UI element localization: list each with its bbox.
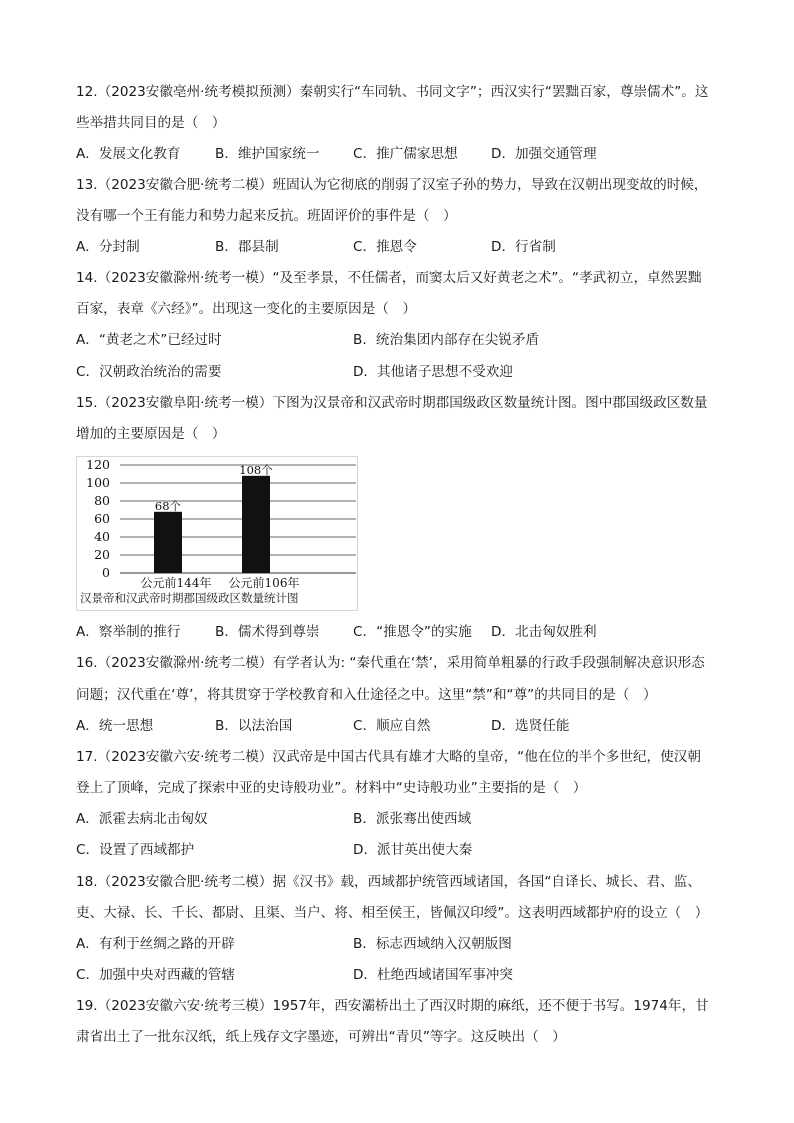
question-12-line-1: 12.（2023安徽亳州·统考模拟预测）秦朝实行“车同轨、书同文字”；西汉实行“罢黜百家，尊崇儒术”。这 [76,84,709,100]
question-16-option-c: C．顺应自然 [353,718,431,734]
question-16-line-1: 16.（2023安徽滁州·统考二模）有学者认为: “秦代重在‘禁’，采用简单粗暴的行政手段强制解决意识形态 [76,655,705,671]
bar-chart [76,456,358,611]
question-15-option-c: C．“推恩令”的实施 [353,624,472,640]
question-12-option-c: C．推广儒家思想 [353,146,458,162]
question-17-option-d: D．派甘英出使大秦 [353,842,473,858]
x-tick-label: 公元前106年 [228,576,300,590]
y-tick-label: 60 [94,511,110,526]
y-tick-label: 100 [86,475,110,490]
bar-data-label: 108个 [239,462,273,477]
question-16-option-d: D．选贤任能 [491,718,570,734]
question-14-line-1: 14.（2023安徽滁州·统考一模）“及至孝景，不任儒者，而窦太后又好黄老之术”。“孝武初立，卓然罢黜 [76,270,702,286]
chart-caption: 汉景帝和汉武帝时期郡国级政区数量统计图 [80,591,299,605]
question-13-option-b: B．郡县制 [215,239,279,255]
chart-frame [77,457,358,611]
question-17-option-a: A．派霍去病北击匈奴 [76,811,208,827]
question-12-option-b: B．维护国家统一 [215,146,320,162]
question-14-line-2: 百家，表章《六经》”。出现这一变化的主要原因是（ ） [76,301,417,317]
question-14-option-b: B．统治集团内部存在尖锐矛盾 [353,332,540,348]
y-tick-label: 80 [94,493,110,508]
bar-chart-svg [76,456,358,611]
question-17-line-1: 17.（2023安徽六安·统考二模）汉武帝是中国古代具有雄才大略的皇帝，“他在位的半个多世纪，使汉朝 [76,749,701,765]
bar [154,512,182,573]
question-13-option-a: A．分封制 [76,239,140,255]
y-tick-label: 40 [94,529,110,544]
question-18-option-b: B．标志西域纳入汉朝版图 [353,936,512,952]
question-14-option-d: D．其他诸子思想不受欢迎 [353,364,513,380]
question-17-line-2: 登上了顶峰，完成了探索中亚的史诗般功业”。材料中“史诗般功业”主要指的是（ ） [76,780,587,796]
question-12-option-d: D．加强交通管理 [491,146,597,162]
question-15-option-b: B．儒术得到尊崇 [215,624,320,640]
question-16-option-a: A．统一思想 [76,718,154,734]
question-15-line-1: 15.（2023安徽阜阳·统考一模）下图为汉景帝和汉武帝时期郡国级政区数量统计图。图中郡国级政区数量 [76,395,708,411]
question-18-option-a: A．有利于丝绸之路的开辟 [76,936,235,952]
y-tick-label: 20 [94,547,110,562]
question-12-line-2: 些举措共同目的是（ ） [76,115,226,131]
question-19-line-1: 19.（2023安徽六安·统考三模）1957年，西安灞桥出土了西汉时期的麻纸，还不便于书写。1974年，甘 [76,998,709,1014]
question-13-line-1: 13.（2023安徽合肥·统考二模）班固认为它彻底的削弱了汉室子孙的势力，导致在汉朝出现变故的时候， [76,177,708,193]
x-tick-label: 公元前144年 [140,576,212,590]
question-13-option-d: D．行省制 [491,239,556,255]
question-16-option-b: B．以法治国 [215,718,293,734]
question-15-option-d: D．北击匈奴胜利 [491,624,597,640]
question-18-option-d: D．杜绝西域诸国军事冲突 [353,967,513,983]
question-17-option-c: C．设置了西域都护 [76,842,195,858]
y-tick-label: 120 [86,457,110,472]
question-15-option-a: A．察举制的推行 [76,624,181,640]
bar-data-label: 68个 [154,498,182,513]
question-18-line-1: 18.（2023安徽合肥·统考二模）据《汉书》载，西域都护统管西域诸国，各国“自译长、城长、君、监、 [76,874,701,890]
question-16-line-2: 问题；汉代重在‘尊’，将其贯穿于学校教育和入仕途径之中。这里“禁”和“尊”的共同目的是（ ） [76,687,657,703]
question-14-option-a: A．“黄老之术”已经过时 [76,332,222,348]
bar [242,476,270,573]
question-13-line-2: 没有哪一个王有能力和势力起来反抗。班固评价的事件是（ ） [76,208,457,224]
question-13-option-c: C．推恩令 [353,239,417,255]
question-18-option-c: C．加强中央对西藏的管辖 [76,967,236,983]
question-14-option-c: C．汉朝政治统治的需要 [76,364,222,380]
y-tick-label: 0 [102,565,110,580]
question-15-line-2: 增加的主要原因是（ ） [76,426,226,442]
question-19-line-2: 肃省出土了一批东汉纸，纸上残存文字墨迹，可辨出“青贝”等字。这反映出（ ） [76,1029,566,1045]
question-18-line-2: 吏、大禄、长、千长、都尉、且渠、当户、将、相至侯王，皆佩汉印绶”。这表明西域都护府的设立（ ） [76,905,709,921]
question-17-option-b: B．派张骞出使西域 [353,811,472,827]
question-12-option-a: A．发展文化教育 [76,146,181,162]
